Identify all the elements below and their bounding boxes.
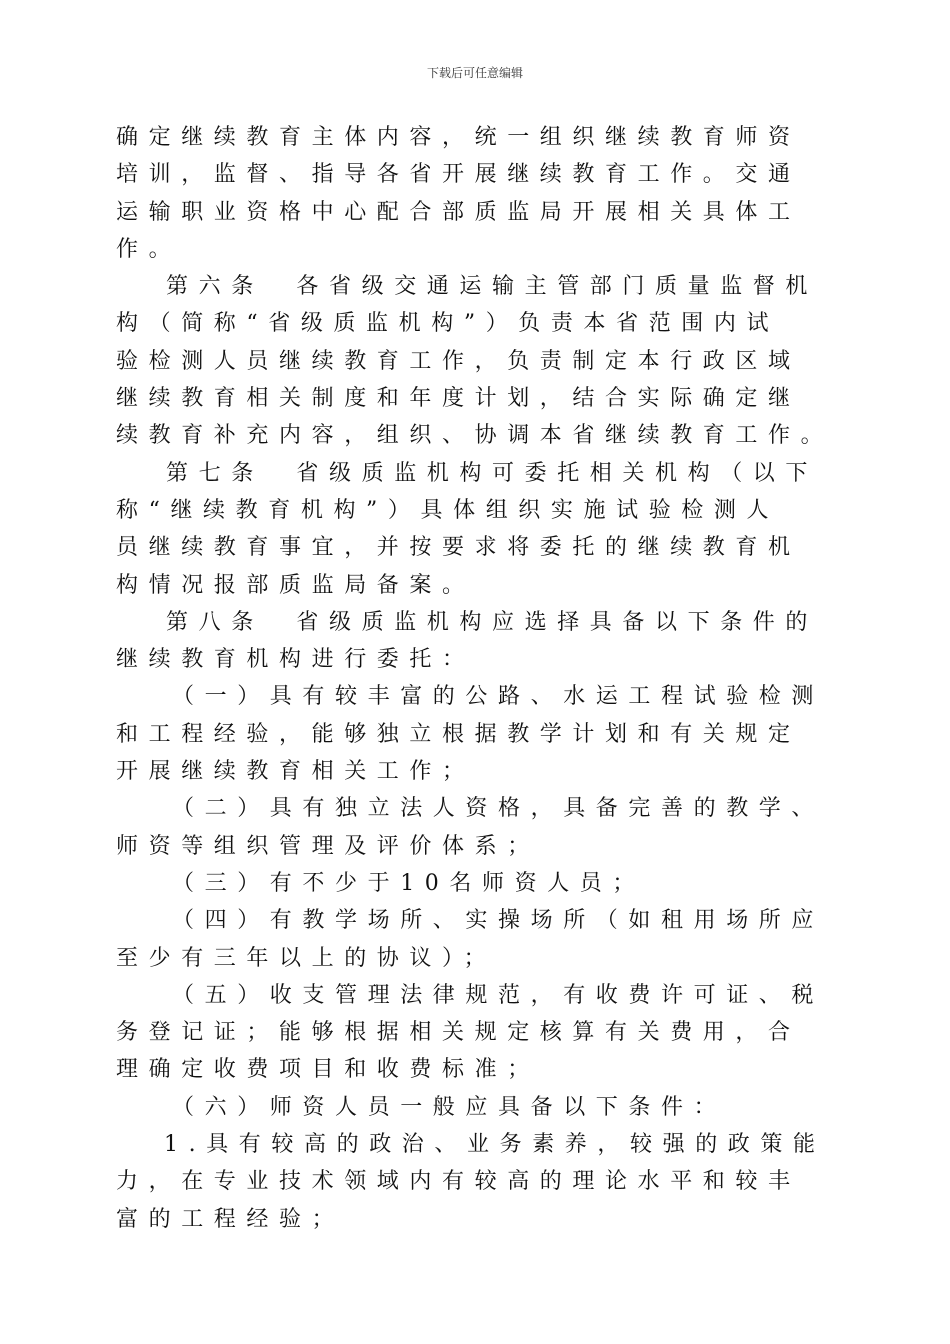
text-line: 1.具有较高的政治、业务素养，较强的政策能 <box>164 1132 826 1158</box>
text-line: （四）有教学场所、实操场所（如租用场所应 <box>172 908 825 934</box>
text-line: 验检测人员继续教育工作，负责制定本行政区域 <box>116 348 801 374</box>
text-line: 力，在专业技术领域内有较高的理论水平和较丰 <box>116 1169 801 1195</box>
text-line: 称“继续教育机构”）具体组织实施试验检测人 <box>116 497 780 523</box>
text-line: 师资等组织管理及评价体系； <box>116 833 540 859</box>
text-line: 第六条 各省级交通运输主管部门质量监督机 <box>166 274 819 300</box>
text-line: 至少有三年以上的协议）； <box>116 945 497 971</box>
text-line: 作。 <box>116 236 182 262</box>
text-line: 构（简称“省级质监机构”）负责本省范围内试 <box>116 311 780 337</box>
text-line: 务登记证；能够根据相关规定核算有关费用，合 <box>116 1020 801 1046</box>
text-line: 富的工程经验； <box>116 1206 345 1232</box>
text-line: 培训，监督、指导各省开展继续教育工作。交通 <box>116 162 801 188</box>
text-line: 继续教育机构进行委托： <box>116 647 475 673</box>
text-line: 继续教育相关制度和年度计划，结合实际确定继 <box>116 386 801 412</box>
text-line: 构情况报部质监局备案。 <box>116 572 475 598</box>
text-line: （三）有不少于10名师资人员； <box>172 870 645 896</box>
text-line: 第八条 省级质监机构应选择具备以下条件的 <box>166 609 819 635</box>
text-line: 运输职业资格中心配合部质监局开展相关具体工 <box>116 199 801 225</box>
text-line: 第七条 省级质监机构可委托相关机构（以下 <box>166 460 819 486</box>
text-line: 员继续教育事宜，并按要求将委托的继续教育机 <box>116 535 801 561</box>
document-body <box>116 119 834 1238</box>
text-line: （五）收支管理法律规范，有收费许可证、税 <box>172 982 825 1008</box>
page-header: 下载后可任意编辑 <box>426 66 523 80</box>
text-line: （六）师资人员一般应具备以下条件： <box>172 1094 727 1120</box>
text-line: 和工程经验，能够独立根据教学计划和有关规定 <box>116 721 801 747</box>
text-line: 开展继续教育相关工作； <box>116 759 475 785</box>
text-line: 理确定收费项目和收费标准； <box>116 1057 540 1083</box>
text-line: （一）具有较丰富的公路、水运工程试验检测 <box>172 684 825 710</box>
text-line: （二）具有独立法人资格，具备完善的教学、 <box>172 796 825 822</box>
text-line: 续教育补充内容，组织、协调本省继续教育工作。 <box>116 423 834 449</box>
text-line: 确定继续教育主体内容，统一组织继续教育师资 <box>116 125 801 150</box>
